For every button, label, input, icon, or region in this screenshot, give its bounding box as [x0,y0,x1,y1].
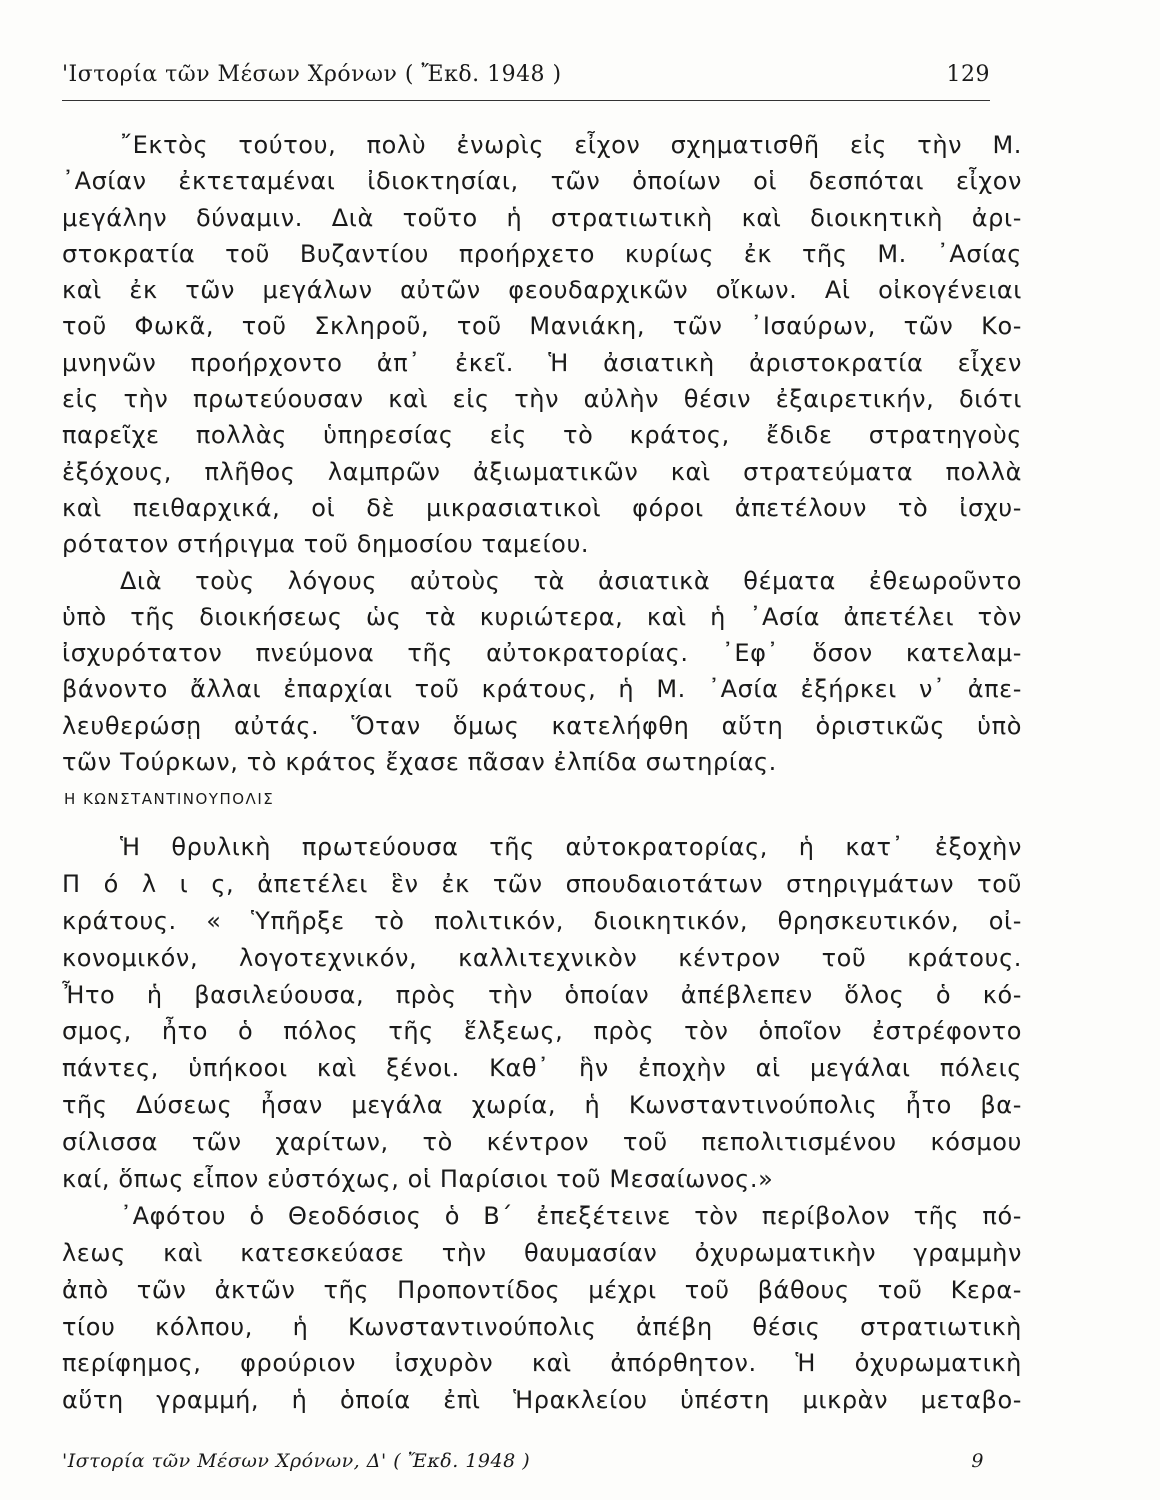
text-line: Διὰ τοὺς λόγους αὐτοὺς τὰ ἀσιατικὰ θέματα ἐθεωροῦντο [120,566,1022,595]
text-line: τῆς Δύσεως ἦσαν μεγάλα χωρία, ἡ Κωνσταντινούπολις ἦτο βα- [62,1091,1022,1120]
text-line: ᾿Ασίαν ἐκτεταμέναι ἰδιοκτησίαι, τῶν ὁποίων οἱ δεσπόται εἶχον [62,167,1022,196]
text-line: πάντες, ὑπήκοοι καὶ ξένοι. Καθ᾿ ἣν ἐποχὴν αἱ μεγάλαι πόλεις [62,1054,1022,1083]
text-block-2 [62,829,1022,1419]
section-heading: Η ΚΩΝΣΤΑΝΤΙΝΟΥΠΟΛΙΣ [64,790,275,808]
text-line: ἐξόχους, πλῆθος λαμπρῶν ἀξιωματικῶν καὶ στρατεύματα πολλὰ [62,457,1022,486]
text-line: κράτους. « Ὑπῆρξε τὸ πολιτικόν, διοικητικόν, θρησκευτικόν, οἰ- [62,906,1022,935]
running-head [62,62,990,87]
text-line: αὕτη γραμμή, ἡ ὁποία ἐπὶ Ἡρακλείου ὑπέστη μικρὰν μεταβο- [62,1386,1022,1415]
text-line: τίου κόλπου, ἡ Κωνσταντινούπολις ἀπέβη θέσις στρατιωτικὴ [62,1312,1022,1341]
text-line: λεως καὶ κατεσκεύασε τὴν θαυμασίαν ὀχυρωματικὴν γραμμὴν [62,1238,1022,1267]
footer [62,1450,990,1472]
text-line: τῶν Τούρκων, τὸ κράτος ἔχασε πᾶσαν ἐλπίδα σωτηρίας. [62,748,777,777]
text-line: κονομικόν, λογοτεχνικόν, καλλιτεχνικὸν κέντρον τοῦ κράτους. [62,943,1022,972]
footer-note: 'Ιστορία τῶν Μέσων Χρόνων, Δ' ( Ἔκδ. 1948 ) [62,1450,531,1472]
text-line: σμος, ἦτο ὁ πόλος τῆς ἕλξεως, πρὸς τὸν ὁποῖον ἐστρέφοντο [62,1017,1022,1046]
page-number: 129 [946,62,990,87]
text-line: καὶ ἐκ τῶν μεγάλων αὐτῶν φεουδαρχικῶν οἴκων. Αἱ οἰκογένειαι [62,276,1022,305]
text-line: μεγάλην δύναμιν. Διὰ τοῦτο ἡ στρατιωτικὴ καὶ διοικητικὴ ἀρι- [62,203,1022,232]
text-line: Ἦτο ἡ βασιλεύουσα, πρὸς τὴν ὁποίαν ἀπέβλεπεν ὅλος ὁ κό- [62,980,1022,1009]
text-line: σίλισσα τῶν χαρίτων, τὸ κέντρον τοῦ πεπολιτισμένου κόσμου [62,1128,1022,1157]
text-line: ῎Εκτὸς τούτου, πολὺ ἐνωρὶς εἶχον σχηματισθῆ εἰς τὴν Μ. [120,131,1022,159]
header-rule [62,100,990,101]
text-block-1 [62,127,1022,780]
text-line: καὶ πειθαρχικά, οἱ δὲ μικρασιατικοὶ φόροι ἀπετέλουν τὸ ἰσχυ- [62,493,1022,522]
text-line: βάνοντο ἄλλαι ἐπαρχίαι τοῦ κράτους, ἡ Μ. ᾿Ασία ἐξήρκει ν᾿ ἀπε- [62,675,1022,704]
text-line: στοκρατία τοῦ Βυζαντίου προήρχετο κυρίως ἐκ τῆς Μ. ᾿Ασίας [62,239,1022,268]
text-line: ἰσχυρότατον πνεύμονα τῆς αὐτοκρατορίας. ᾿Εφ᾿ ὅσον κατελαμ- [62,639,1022,668]
text-line: περίφημος, φρούριον ἰσχυρὸν καὶ ἀπόρθητον. Ἡ ὀχυρωματικὴ [62,1349,1022,1378]
text-line: καί, ὅπως εἶπον εὐστόχως, οἱ Παρίσιοι τοῦ Μεσαίωνος.» [62,1165,774,1194]
text-line: ὑπὸ τῆς διοικήσεως ὡς τὰ κυριώτερα, καὶ ἡ ᾿Ασία ἀπετέλει τὸν [62,602,1022,631]
text-line: ᾿Αφότου ὁ Θεοδόσιος ὁ Β΄ ἐπεξέτεινε τὸν περίβολον τῆς πό- [120,1201,1022,1230]
text-line: παρεῖχε πολλὰς ὑπηρεσίας εἰς τὸ κράτος, ἔδιδε στρατηγοὺς [62,421,1022,450]
text-line: Π ό λ ι ς, ἀπετέλει ἓν ἐκ τῶν σπουδαιοτάτων στηριγμάτων τοῦ [62,869,1022,898]
text-line: ρότατον στήριγμα τοῦ δημοσίου ταμείου. [62,530,590,559]
text-line: εἰς τὴν πρωτεύουσαν καὶ εἰς τὴν αὐλὴν θέσιν ἐξαιρετικήν, διότι [62,385,1022,414]
text-line: μνηνῶν προήρχοντο ἀπ᾿ ἐκεῖ. Ἡ ἀσιατικὴ ἀριστοκρατία εἶχεν [62,348,1022,377]
text-line: λευθερώσῃ αὐτάς. Ὅταν ὅμως κατελήφθη αὕτη ὁριστικῶς ὑπὸ [62,711,1022,740]
text-line: τοῦ Φωκᾶ, τοῦ Σκληροῦ, τοῦ Μανιάκη, τῶν ᾿Ισαύρων, τῶν Κο- [62,312,1022,341]
text-line: ἀπὸ τῶν ἀκτῶν τῆς Προποντίδος μέχρι τοῦ βάθους τοῦ Κερα- [62,1275,1022,1304]
text-line: Ἡ θρυλικὴ πρωτεύουσα τῆς αὐτοκρατορίας, ἡ κατ᾿ ἐξοχὴν [120,833,1022,861]
running-title: 'Ιστορία τῶν Μέσων Χρόνων ( Ἔκδ. 1948 ) [62,62,562,87]
signature-number: 9 [971,1450,984,1472]
